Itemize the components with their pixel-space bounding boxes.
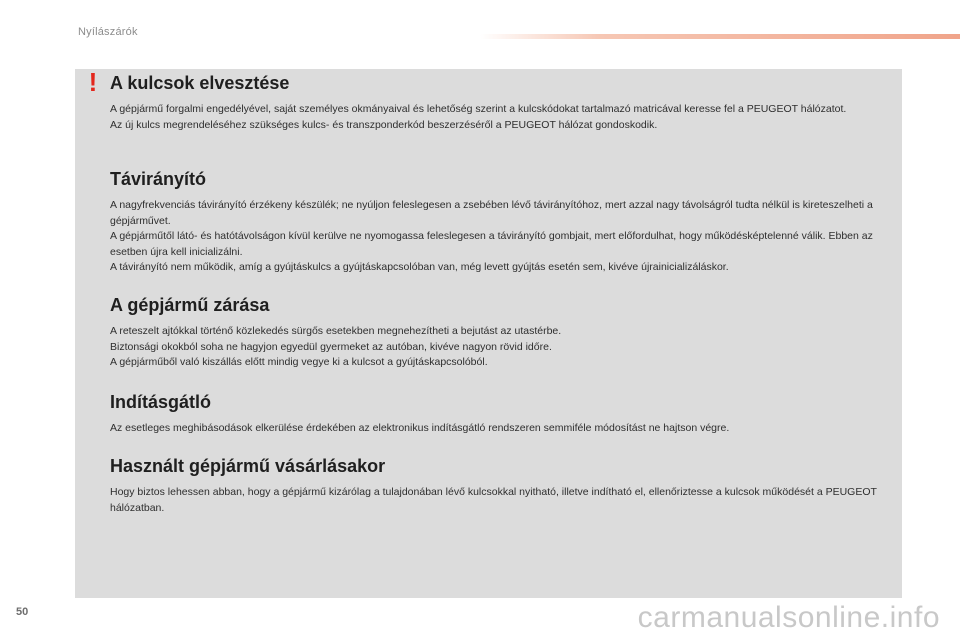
section-paragraph: Biztonsági okokból soha ne hagyjon egyedül gyermeket az autóban, kivéve nagyon rövid időre.	[110, 340, 552, 353]
section-paragraph: Hogy biztos lehessen abban, hogy a gépjármű kizárólag a tulajdonában lévő kulcsokkal nyitható, illetve indítható el, ellenőriztesse a kulcsok működését a PEUGEOT hálózatban.	[110, 486, 877, 514]
page-number: 50	[16, 606, 29, 618]
section-paragraph: A reteszelt ajtókkal történő közlekedés sürgős esetekben megnehezítheti a bejutást az utastérbe.	[110, 325, 562, 337]
watermark: carmanualsonline.info	[637, 601, 940, 634]
section-vehicle-locking	[110, 294, 885, 371]
section-remote-control	[110, 168, 885, 276]
section-heading: A kulcsok elvesztése	[110, 73, 290, 93]
exclamation-icon: !	[88, 67, 98, 97]
section-paragraph: A gépjármű forgalmi engedélyével, saját személyes okmányaival és lehetőség szerint a kulcskódokat tartalmazó matricával keresse fel a PEUGEOT hálózatot.	[110, 103, 847, 115]
section-paragraph: Az új kulcs megrendeléséhez szükséges kulcs- és transzponderkód beszerzéséről a PEUGEOT hálózat gondoskodik.	[110, 118, 658, 131]
section-paragraph: Az esetleges meghibásodások elkerülése érdekében az elektronikus indításgátló rendszeren semmiféle módosítást ne hajtson végre.	[110, 422, 730, 434]
section-paragraph: A gépjárműből való kiszállás előtt mindig vegye ki a kulcsot a gyújtáskapcsolóból.	[110, 356, 488, 368]
section-heading: Indításgátló	[110, 392, 212, 412]
section-heading: Távirányító	[110, 169, 207, 189]
section-paragraph: A nagyfrekvenciás távirányító érzékeny készülék; ne nyúljon feleslegesen a zsebében lévő távirányítóhoz, mert azzal nagy távolságról tudta nélkül is kireteszelheti a gépjárművet.	[110, 199, 873, 227]
section-heading: Használt gépjármű vásárlásakor	[110, 456, 386, 476]
section-heading: A gépjármű zárása	[110, 295, 270, 315]
header-accent-line	[480, 34, 960, 39]
section-immobiliser	[110, 391, 885, 437]
section-used-vehicle	[110, 455, 885, 516]
section-paragraph: A gépjárműtől látó- és hatótávolságon kívül kerülve ne nyomogassa feleslegesen a távirányító gombjait, mert előfordulhat, hogy működésképtelenné válik. Ebben az esetben újra kell inicializálni.	[110, 230, 873, 258]
section-paragraph: A távirányító nem működik, amíg a gyújtáskulcs a gyújtáskapcsolóban van, még levett gyújtás esetén sem, kivéve újrainicializáláskor.	[110, 261, 729, 273]
section-lost-keys	[110, 72, 885, 133]
page-header-title: Nyílászárók	[78, 26, 138, 38]
